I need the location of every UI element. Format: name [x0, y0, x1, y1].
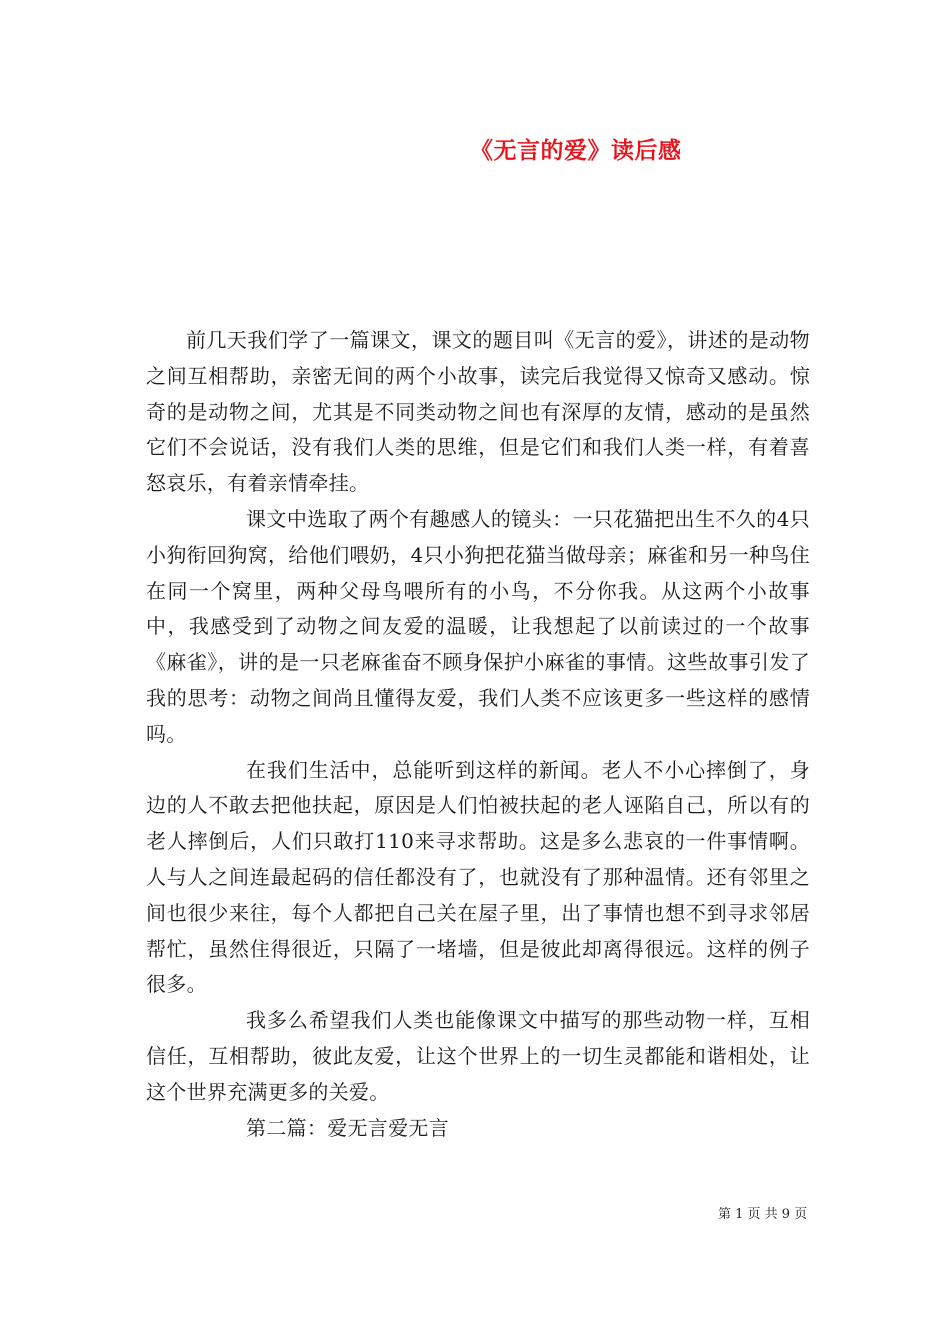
paragraph-3: 在我们生活中，总能听到这样的新闻。老人不小心摔倒了，身边的人不敢去把他扶起，原因是人们怕被扶起的老人诬陷自己，所以有的老人摔倒后，人们只敢打110来寻求帮助。这是多么悲哀的一件事情啊。人与人之间连最起码的信任都没有了，也就没有了那种温情。还有邻里之间也很少来往，每个人都把自己关在屋子里，出了事情也想不到寻求邻居帮忙，虽然住得很近，只隔了一堵墙，但是彼此却离得很远。这样的例子很多。 — [146, 757, 810, 997]
document-body — [146, 323, 810, 1146]
paragraph-1: 前几天我们学了一篇课文，课文的题目叫《无言的爱》，讲述的是动物之间互相帮助，亲密无间的两个小故事，读完后我觉得又惊奇又感动。惊奇的是动物之间，尤其是不同类动物之间也有深厚的友情，感动的是虽然它们不会说话，没有我们人类的思维，但是它们和我们人类一样，有着喜怒哀乐，有着亲情牵挂。 — [146, 328, 810, 496]
page-number: 第 1 页 共 9 页 — [718, 1207, 808, 1222]
paragraph-4: 我多么希望我们人类也能像课文中描写的那些动物一样，互相信任，互相帮助，彼此友爱，让这个世界上的一切生灵都能和谐相处，让这个世界充满更多的关爱。 — [146, 1008, 810, 1104]
section-heading: 第二篇：爱无言爱无言 — [246, 1115, 449, 1140]
paragraph-2: 课文中选取了两个有趣感人的镜头：一只花猫把出生不久的4只小狗衔回狗窝，给他们喂奶，4只小狗把花猫当做母亲；麻雀和另一种鸟住在同一个窝里，两种父母鸟喂所有的小鸟，不分你我。从这两个小故事中，我感受到了动物之间友爱的温暖，让我想起了以前读过的一个故事《麻雀》，讲的是一只老麻雀奋不顾身保护小麻雀的事情。这些故事引发了我的思考：动物之间尚且懂得友爱，我们人类不应该更多一些这样的感情吗。 — [146, 506, 810, 746]
document-title: 《无言的爱》读后感 — [470, 137, 682, 164]
